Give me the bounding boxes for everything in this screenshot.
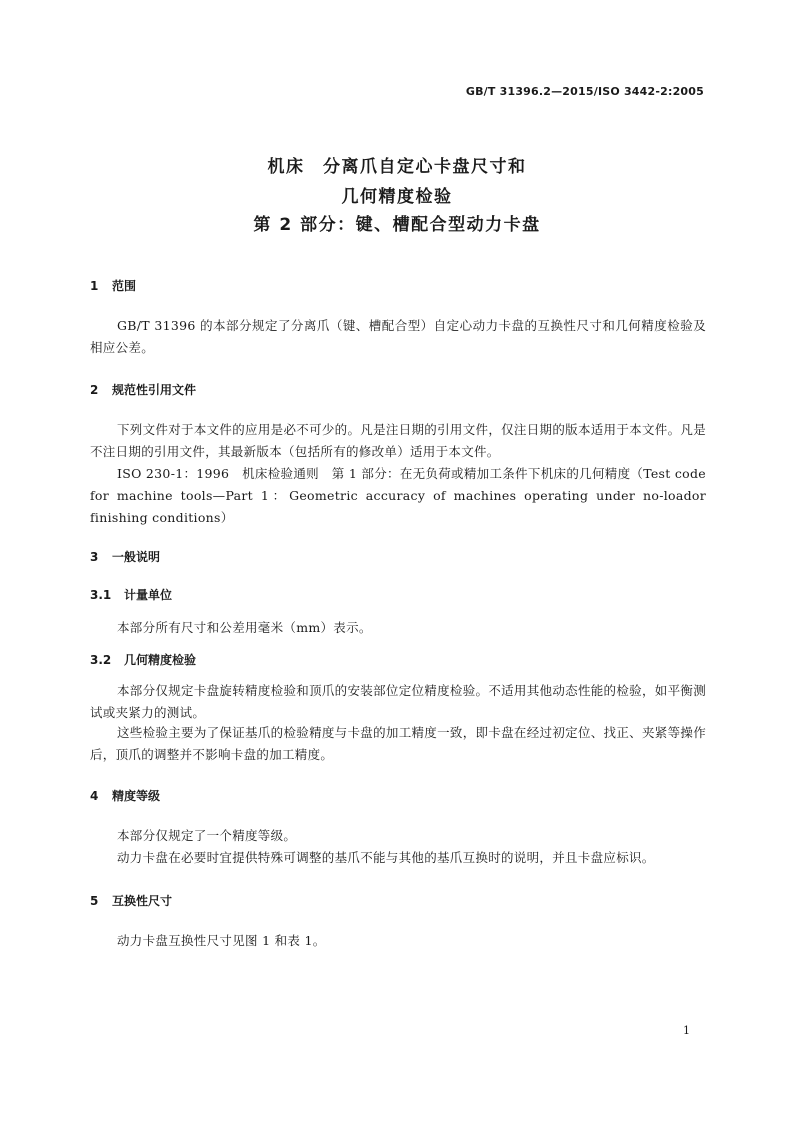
section-number: 1 [90, 279, 99, 293]
section-4-heading [90, 787, 160, 804]
standard-number: GB/T 31396.2—2015/ISO 3442-2:2005 [465, 85, 704, 98]
section-2-heading [90, 381, 196, 398]
section-1-paragraph: GB/T 31396 的本部分规定了分离爪（键、槽配合型）自定心动力卡盘的互换性尺寸和几何精度检验及相应公差。 [90, 318, 706, 355]
title-line-3: 第 2 部分：键、槽配合型动力卡盘 [253, 215, 541, 235]
section-title: 计量单位 [124, 588, 173, 602]
page-number: 1 [683, 1024, 690, 1037]
section-3-2-heading [90, 651, 196, 668]
section-3-1-paragraph: 本部分所有尺寸和公差用毫米（mm）表示。 [117, 620, 372, 635]
section-5-paragraph: 动力卡盘互换性尺寸见图 1 和表 1。 [117, 933, 326, 948]
section-number: 2 [90, 383, 99, 397]
section-number: 3.1 [90, 588, 112, 602]
section-4-paragraph-1: 本部分仅规定了一个精度等级。 [117, 828, 297, 843]
section-3-heading [90, 548, 160, 565]
section-5-heading [90, 892, 172, 909]
section-number: 5 [90, 894, 99, 908]
section-title: 一般说明 [112, 550, 161, 564]
section-number: 3 [90, 550, 99, 564]
section-number: 3.2 [90, 653, 112, 667]
section-3-2-paragraph-1: 本部分仅规定卡盘旋转精度检验和顶爪的安装部位定位精度检验。不适用其他动态性能的检验，如平衡测试或夹紧力的测试。 [90, 683, 706, 720]
section-4-paragraph-2: 动力卡盘在必要时宜提供特殊可调整的基爪不能与其他的基爪互换时的说明，并且卡盘应标识。 [117, 850, 655, 865]
section-title: 规范性引用文件 [112, 383, 197, 397]
title-line-1: 机床 分离爪自定心卡盘尺寸和 [267, 157, 527, 177]
section-3-2-paragraph-2: 这些检验主要为了保证基爪的检验精度与卡盘的加工精度一致，即卡盘在经过初定位、找正、夹紧等操作后，顶爪的调整并不影响卡盘的加工精度。 [90, 725, 706, 762]
title-line-2: 几何精度检验 [341, 187, 453, 207]
section-title: 范围 [112, 279, 137, 293]
section-title: 精度等级 [112, 789, 161, 803]
section-title: 几何精度检验 [124, 653, 197, 667]
section-1-heading [90, 277, 136, 294]
section-2-paragraph-1: 下列文件对于本文件的应用是必不可少的。凡是注日期的引用文件，仅注日期的版本适用于本文件。凡是不注日期的引用文件，其最新版本（包括所有的修改单）适用于本文件。 [90, 422, 706, 459]
section-2-paragraph-2: ISO 230-1：1996 机床检验通则 第 1 部分：在无负荷或精加工条件下机床的几何精度（Test code for machine tools—Part 1：Geometric accuracy of machines operating under no-loador finishing conditions） [90, 466, 706, 525]
section-number: 4 [90, 789, 99, 803]
section-title: 互换性尺寸 [112, 894, 173, 908]
section-3-1-heading [90, 586, 172, 603]
